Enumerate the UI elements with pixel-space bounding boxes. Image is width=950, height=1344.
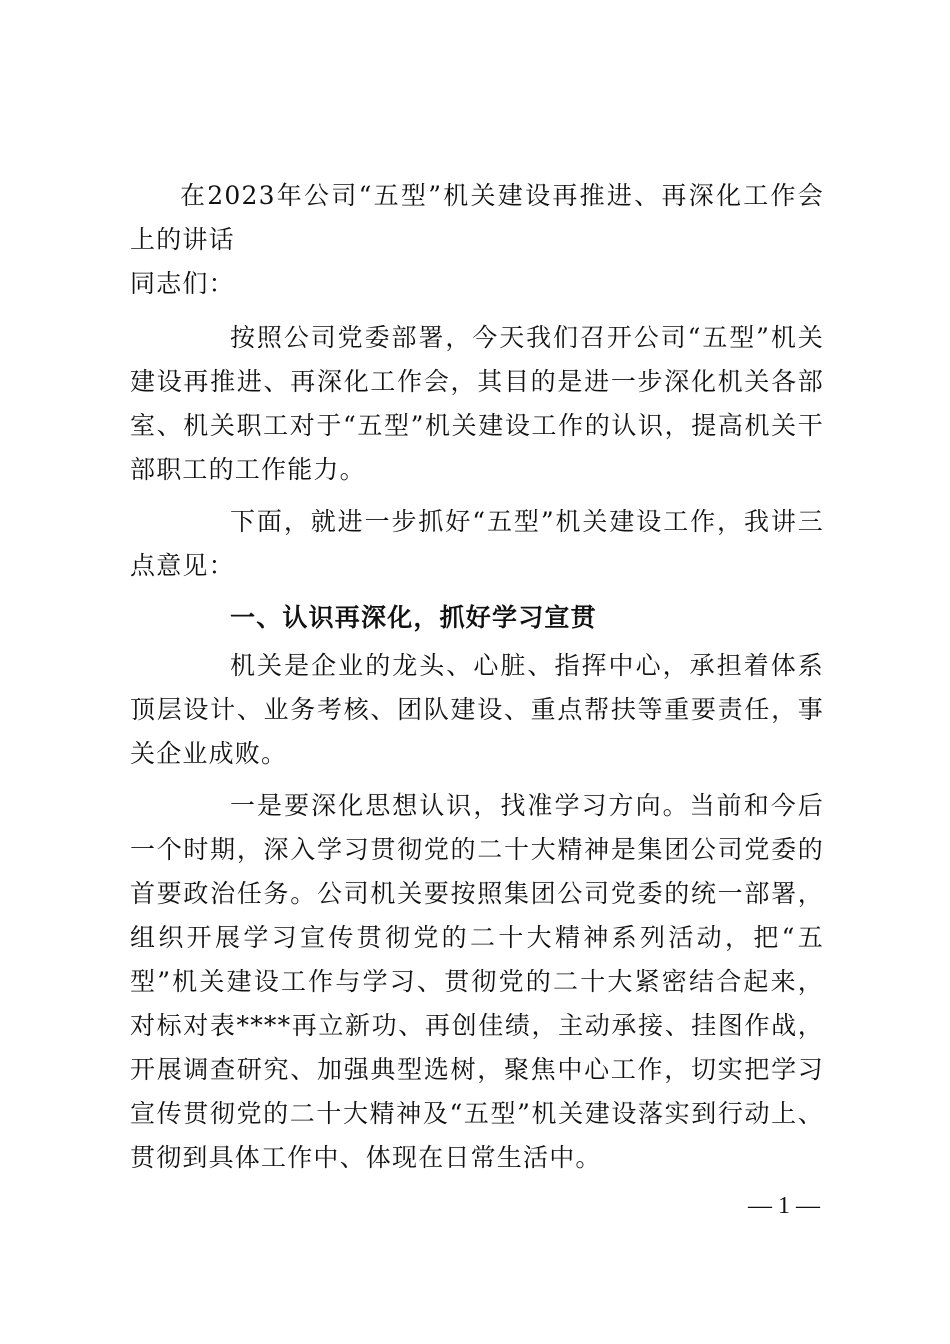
intro-paragraph: 按照公司党委部署，今天我们召开公司“五型”机关建设再推进、再深化工作会，其目的是进一步深化机关各部室、机关职工对于“五型”机关建设工作的认识，提高机关干部职工的工作能力。 [130, 323, 824, 484]
page-number: — 1 — [748, 1193, 820, 1219]
section-heading: 一、认识再深化，抓好学习宣贯 [230, 603, 597, 632]
document-body [130, 174, 824, 1180]
section-body-paragraph: 机关是企业的龙头、心脏、指挥中心，承担着体系顶层设计、业务考核、团队建设、重点帮扶等重要责任，事关企业成败。 [130, 651, 824, 768]
speech-title: 在2023年公司“五型”机关建设再推进、再深化工作会上的讲话 [130, 181, 824, 254]
outline-paragraph: 下面，就进一步抓好“五型”机关建设工作，我讲三点意见： [130, 507, 824, 580]
salutation: 同志们： [130, 269, 235, 298]
point-one-paragraph: 一是要深化思想认识，找准学习方向。当前和今后一个时期，深入学习贯彻党的二十大精神是集团公司党委的首要政治任务。公司机关要按照集团公司党委的统一部署，组织开展学习宣传贯彻党的二十大精神系列活动，把“五型”机关建设工作与学习、贯彻党的二十大紧密结合起来，对标对表****再立新功、再创佳绩，主动承接、挂图作战，开展调查研究、加强典型选树，聚焦中心工作，切实把学习宣传贯彻党的二十大精神及“五型”机关建设落实到行动上、贯彻到具体工作中、体现在日常生活中。 [130, 791, 824, 1172]
